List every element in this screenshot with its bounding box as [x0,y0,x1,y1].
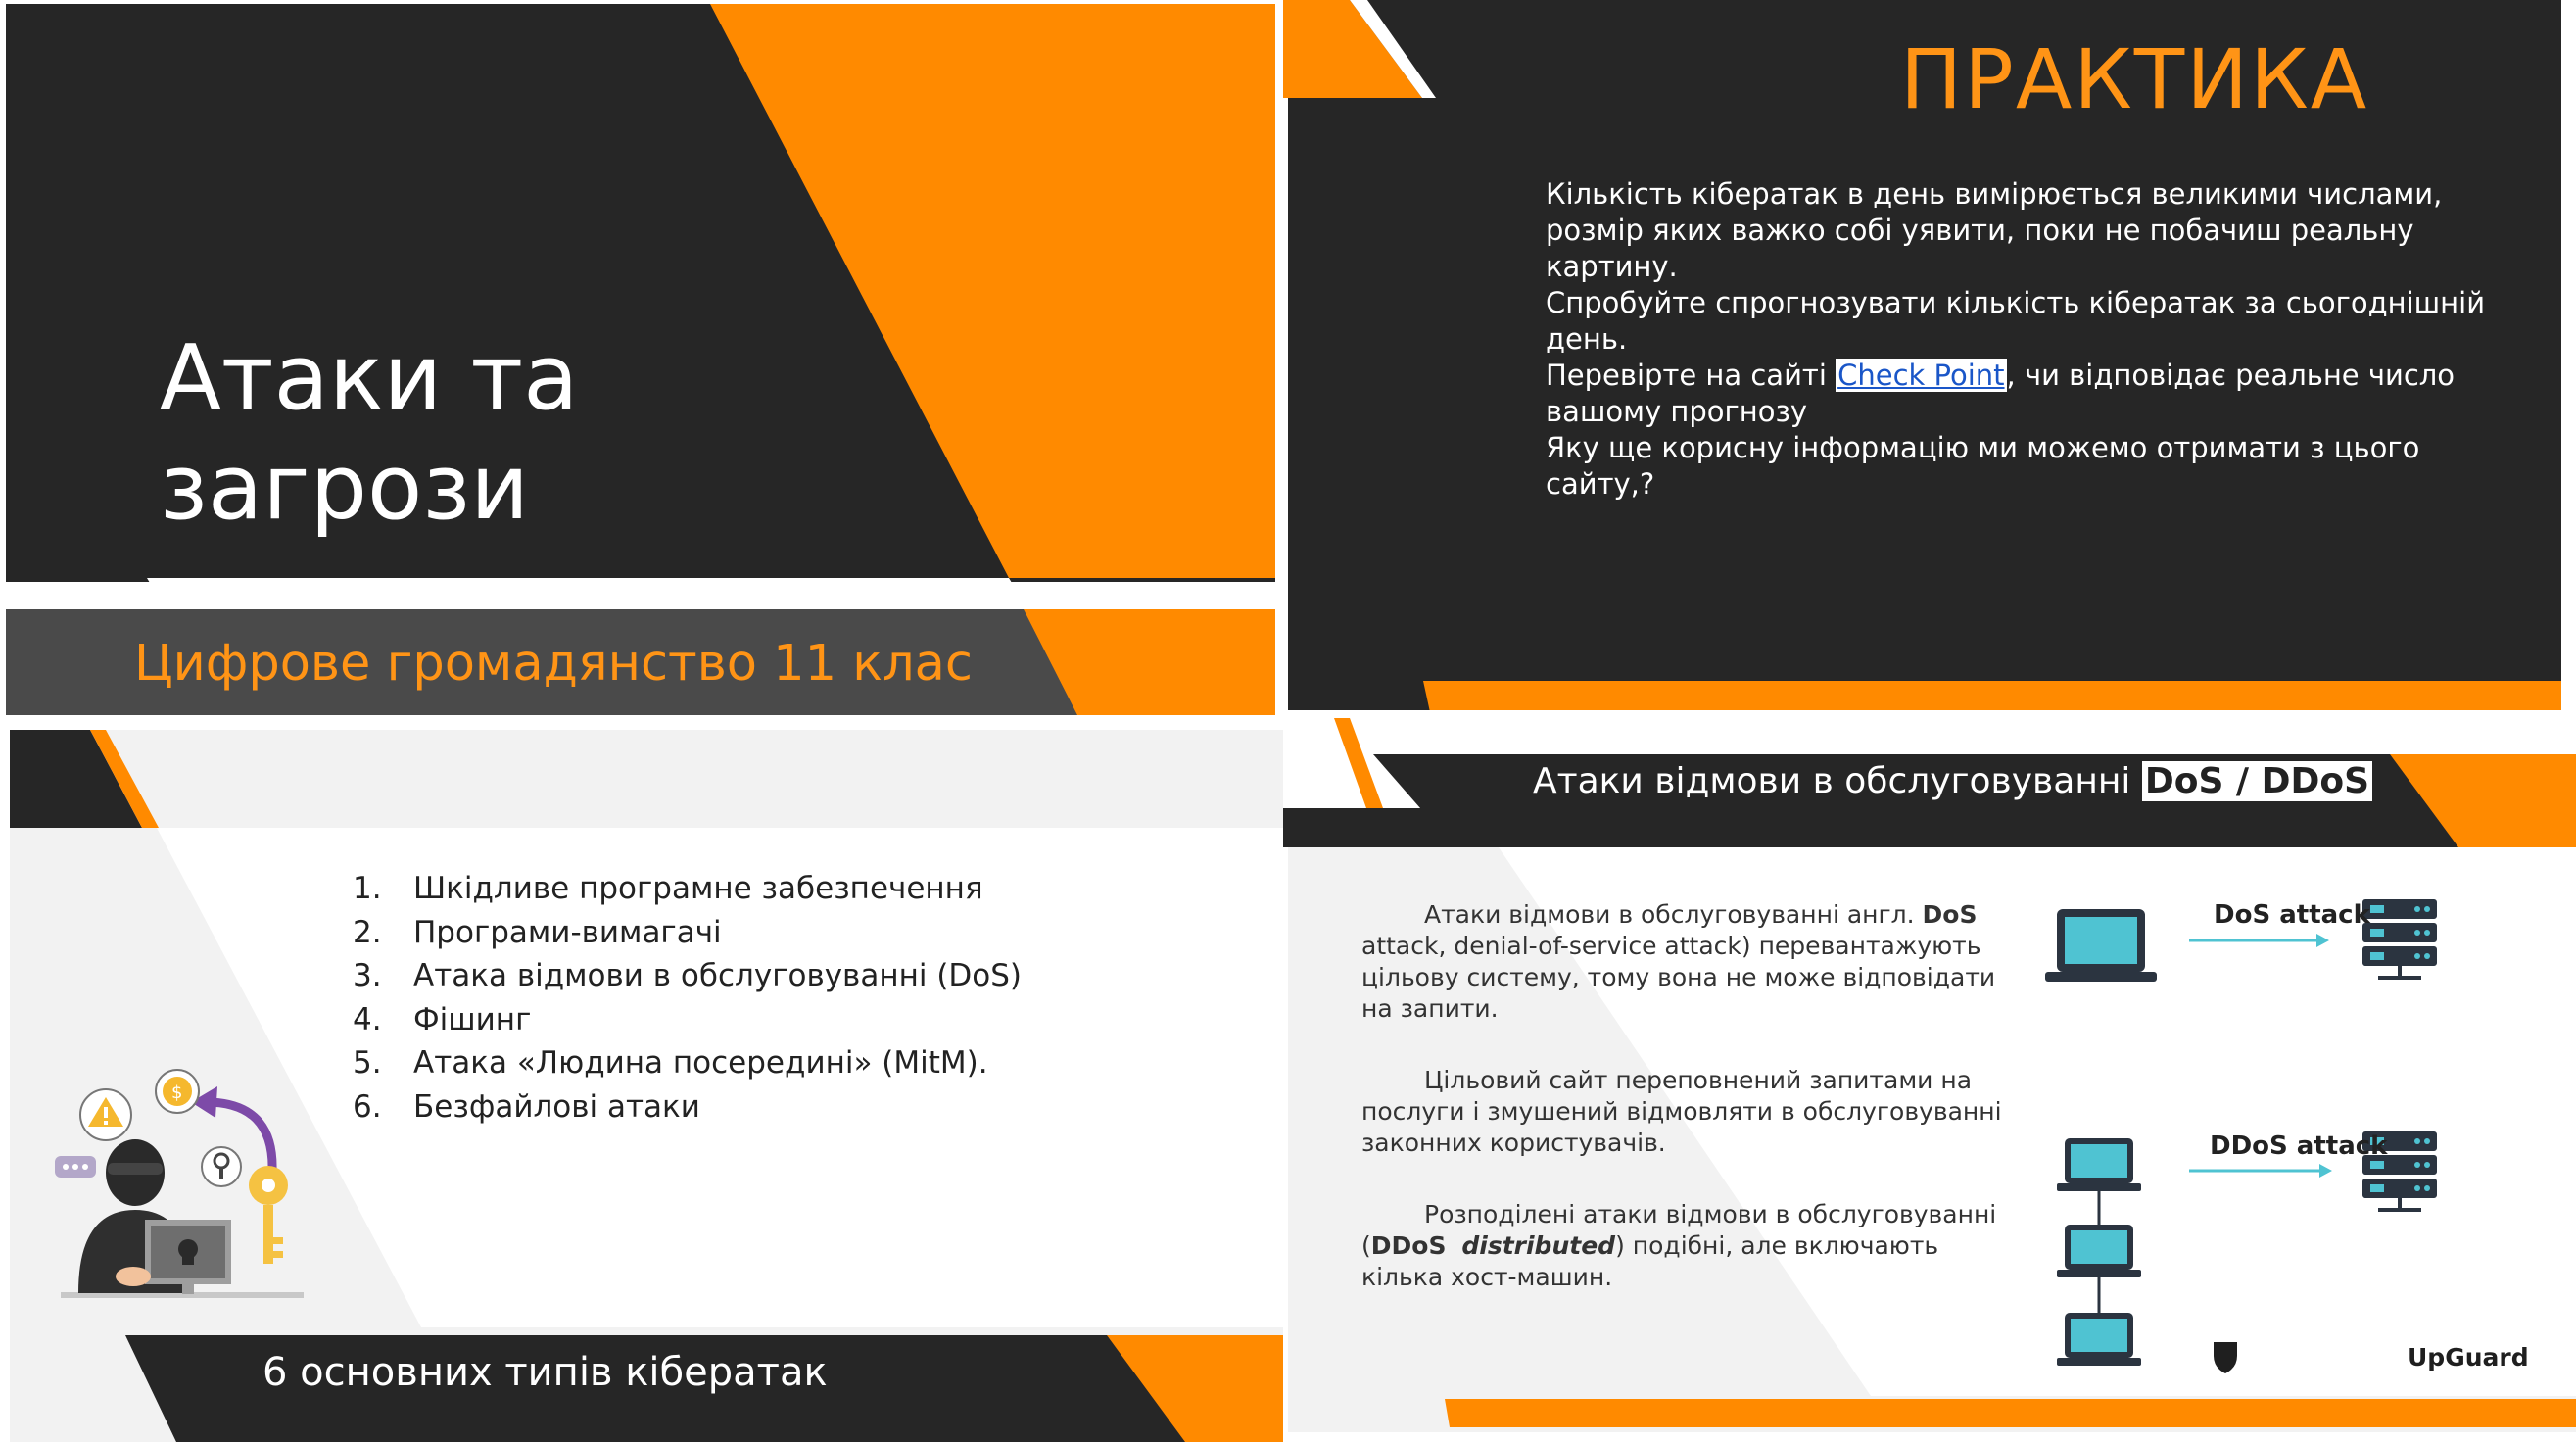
list-number: 5. [353,1045,382,1081]
p1-rest: attack, denial-of-service attack) перевантажують цільову систему, тому вона не може відповідати на запити. [1361,932,1996,1023]
lock-icon [202,1147,241,1186]
shield-icon [2214,1342,2237,1373]
p1-bold: DoS [1922,900,1978,929]
practice-line-3 [1546,358,2486,430]
slide-dos[interactable] [1283,710,2576,1444]
key-icon [249,1166,288,1264]
laptop-icon [2045,909,2157,982]
title-line-2: загрози [160,435,530,540]
laptop-icon [2057,1313,2141,1366]
dos-heading-highlight: DoS / DDoS [2142,761,2372,801]
list-text: Атака відмови в обслуговуванні (DoS) [413,958,1023,993]
slide-attack-types[interactable] [0,720,1288,1444]
list-item [353,1041,1022,1085]
p3-italic: distributed [1461,1231,1616,1260]
attack-types-footer: 6 основних типів кібератак [262,1350,828,1395]
server-icon [2362,899,2437,980]
list-item [353,954,1022,998]
coin-icon [156,1070,199,1113]
list-number: 6. [353,1088,382,1125]
laptop-icon [2057,1138,2141,1191]
ddos-attack-label: DDoS attack [2210,1131,2388,1161]
list-number: 4. [353,1001,382,1037]
practice-line-4: Яку ще корисну інформацію ми можемо отримати з цього сайту,? [1546,431,2420,501]
list-text: Програми-вимагачі [413,914,722,950]
laptop-icon [2057,1225,2141,1277]
slide-title-text [160,323,578,543]
dos-paragraph-1 [1361,899,2018,1025]
list-text: Фішинг [413,1001,532,1037]
list-item [353,1085,1022,1130]
practice-line-3-end: , чи відповідає реальне число вашому прогнозу [1546,359,2456,428]
check-point-link[interactable]: Check Point [1837,359,2005,392]
p3-bold: DDoS [1370,1231,1447,1260]
dos-heading-text: Атаки відмови в обслуговуванні [1533,761,2142,801]
practice-line-3-start: Перевірте на сайті [1546,359,1837,392]
practice-line-2: Спробуйте спрогнозувати кількість кібератак за сьогоднішній день. [1546,286,2486,356]
dos-paragraph-2 [1361,1065,2018,1159]
list-text: Безфайлові атаки [413,1088,700,1125]
warning-icon [80,1089,131,1140]
list-number: 1. [353,871,382,906]
p3-rest: ) подібні, але включають кілька хост-машин. [1361,1231,1939,1291]
slide-subtitle: Цифрове громадянство 11 клас [134,635,973,693]
title-line-1: Атаки та [160,325,579,430]
p3-text: Розподілені атаки відмови в обслуговуванні ( [1361,1200,1997,1260]
chat-icon [55,1156,96,1178]
practice-heading: ПРАКТИКА [1900,31,2369,127]
list-item [353,911,1022,955]
list-item [353,998,1022,1042]
dos-attack-label: DoS attack [2214,900,2370,930]
list-text: Атака «Людина посередині» (MitM). [413,1045,988,1081]
practice-line-1: Кількість кібератак в день вимірюється великими числами, розмір яких важко собі уявити, поки не побачиш реальну картину. [1546,177,2443,283]
dos-paragraph-3 [1361,1199,2018,1293]
p2-text: Цільовий сайт переповнений запитами на послуги і змушений відмовляти в обслуговуванні законних користувачів. [1361,1066,2002,1157]
svg-text:$: $ [171,1083,183,1103]
list-text: Шкідливе програмне забезпечення [413,871,983,906]
practice-text [1546,176,2486,503]
upguard-logo: UpGuard [2408,1343,2529,1372]
list-number: 3. [353,958,382,993]
hacker-illustration [49,1014,323,1308]
slide-title[interactable] [0,0,1278,720]
list-number: 2. [353,914,382,950]
p1-text: Атаки відмови в обслуговуванні англ. [1424,900,1923,929]
list-item [353,867,1022,911]
dos-heading [1533,761,2372,801]
slide-practice[interactable] [1283,0,2576,720]
attack-types-list [353,867,1022,1129]
